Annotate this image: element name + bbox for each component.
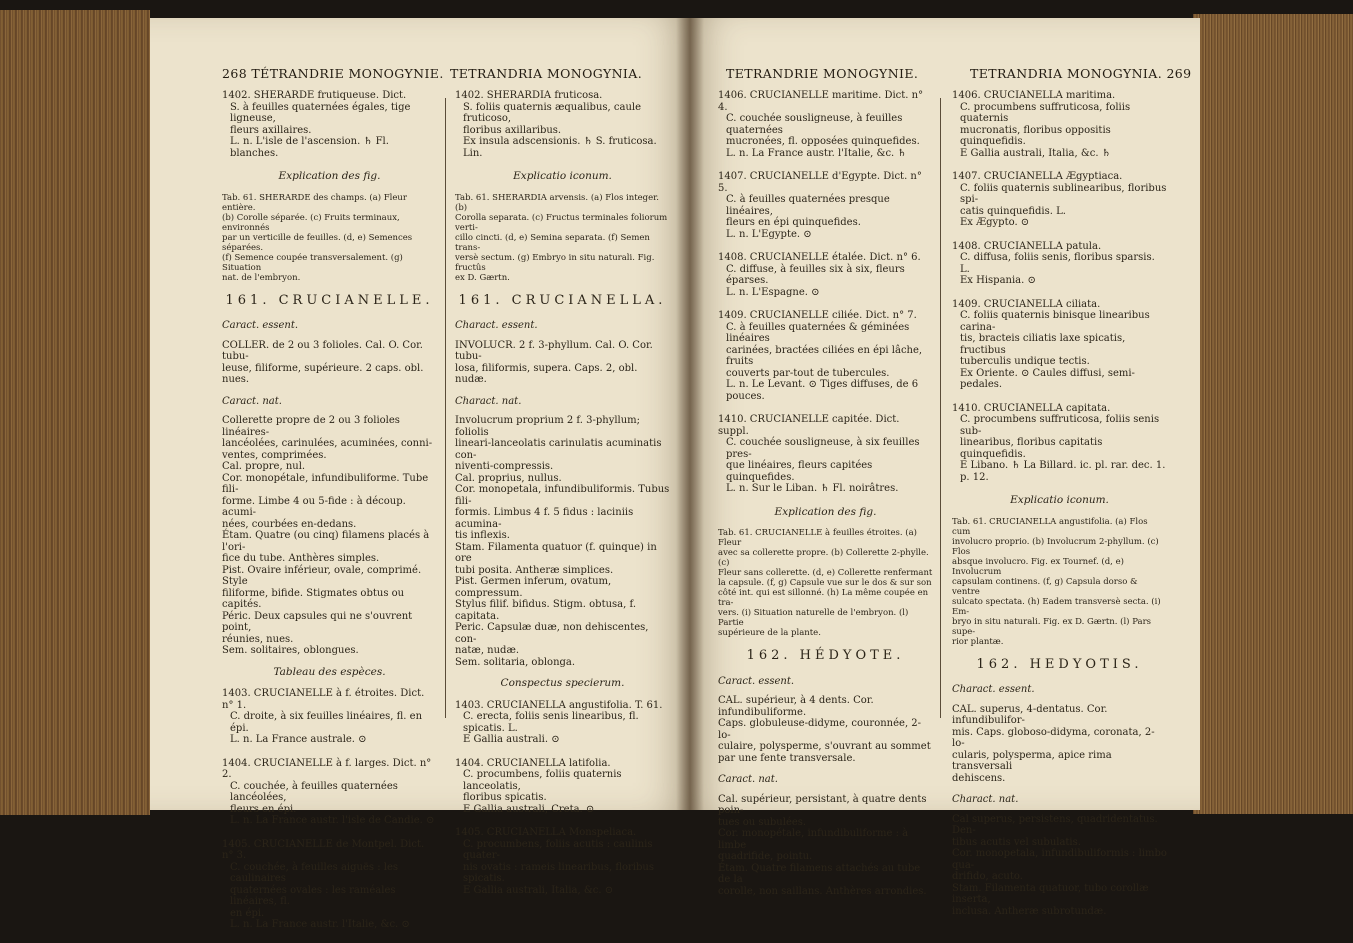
species-entry-1402 bbox=[455, 90, 670, 159]
natural-character-text-line: corolle, non saillans. Anthères arrondies. bbox=[718, 885, 927, 897]
species-entry-1408-line: C. diffuse, à feuilles six à six, fleurs éparses. bbox=[726, 263, 905, 286]
species-entry-1402 bbox=[222, 90, 437, 159]
species-entry-1404 bbox=[222, 758, 437, 827]
species-entry-1410-line: L. n. Sur le Liban. ♄ Fl. noirâtres. bbox=[726, 483, 899, 494]
essential-character-text-line: mis. Caps. globoso-didyma, coronata, 2-lo- bbox=[952, 726, 1155, 749]
species-entry-1403 bbox=[455, 700, 670, 746]
natural-character-label: Charact. nat. bbox=[952, 794, 1019, 805]
plate-caption bbox=[952, 517, 1167, 647]
explanation-title: Explicatio iconum. bbox=[1010, 494, 1109, 506]
plate-caption-line: Fleur sans collerette. (d, e) Collerette renfermant bbox=[718, 568, 933, 578]
essential-character-text-line: COLLER. de 2 ou 3 folioles. Cal. O. Cor. tubu- bbox=[222, 339, 423, 362]
species-entry-1403-line: 1403. CRUCIANELLA angustifolia. T. 61. bbox=[455, 699, 663, 711]
essential-character-text-line: cularis, polysperma, apice rima transversali bbox=[952, 749, 1112, 772]
species-entry-1402-line: fleurs axillaires. bbox=[230, 124, 312, 136]
genus-heading: 161. CRUCIANELLA. bbox=[458, 292, 667, 308]
essential-character-text bbox=[222, 340, 437, 386]
natural-character-label: Caract. nat. bbox=[718, 774, 778, 785]
species-entry-1409-line: couverts par-tout de tubercules. bbox=[726, 367, 890, 379]
essential-character-label: Charact. essent. bbox=[455, 320, 538, 331]
left-header-fr: 268 TÉTRANDRIE MONOGYNIE. bbox=[222, 66, 444, 81]
left-column-rule bbox=[445, 98, 446, 718]
book-edge-right bbox=[1193, 14, 1353, 814]
species-table-title: Tableau des espèces. bbox=[273, 665, 386, 678]
species-entry-1406-line: mucronées, fl. opposées quinquefides. bbox=[726, 136, 920, 147]
species-entry-1405-line: nis ovatis : rameis linearibus, floribus spicatis. bbox=[463, 861, 654, 884]
species-entry-1404-line: 1404. CRUCIANELLE à f. larges. Dict. n° 2. bbox=[222, 757, 432, 780]
plate-caption-line: Tab. 61. SHERARDE des champs. (a) Fleur entière. bbox=[222, 192, 407, 213]
species-entry-1404-line: fleurs en épi. bbox=[230, 803, 297, 815]
natural-character-text bbox=[952, 814, 1167, 918]
natural-character-text-line: lineari-lanceolatis carinulatis acuminatis con- bbox=[455, 438, 662, 461]
natural-character-text-line: Pist. Germen inferum, ovatum, compressum. bbox=[455, 576, 612, 599]
essential-character-text-line: dehiscens. bbox=[952, 772, 1006, 784]
species-entry-1409 bbox=[718, 310, 933, 402]
left-french-column bbox=[222, 90, 437, 943]
right-latin-column bbox=[952, 90, 1167, 927]
book-edge-left bbox=[0, 10, 150, 815]
natural-character-text-line: Péric. Deux capsules qui ne s'ouvrent point, bbox=[222, 610, 413, 633]
species-entry-1406 bbox=[952, 90, 1167, 159]
plate-caption-line: supérieure de la plante. bbox=[718, 628, 821, 638]
species-entry-1405-line: quaternées ovales : les raméales linéaires, fl. bbox=[230, 884, 396, 907]
species-entry-1407-line: 1407. CRUCIANELLA Ægyptiaca. bbox=[952, 171, 1123, 182]
natural-character-text-line: tis inflexis. bbox=[455, 530, 510, 541]
natural-character-label: Charact. nat. bbox=[455, 395, 522, 407]
plate-caption bbox=[222, 193, 437, 283]
species-entry-1407-line: L. n. L'Egypte. ⊙ bbox=[726, 228, 812, 240]
species-entry-1409-line: tis, bracteis ciliatis laxe spicatis, fructibus bbox=[960, 333, 1126, 356]
species-entry-1402-line: S. à feuilles quaternées égales, tige ligneuse, bbox=[230, 101, 411, 124]
genus-heading: 161. CRUCIANELLE. bbox=[225, 292, 434, 308]
species-entry-1410-line: linearibus, floribus capitatis quinquefidis. bbox=[960, 437, 1103, 460]
species-entry-1410-line: que linéaires, fleurs capitées quinquefides. bbox=[726, 460, 873, 483]
species-entry-1406 bbox=[718, 90, 933, 159]
natural-character-text-line: Stylus filif. bifidus. Stigm. obtusa, f. capitata. bbox=[455, 599, 637, 622]
natural-character-text-line: tibus acutis vel subulatis. bbox=[952, 836, 1081, 848]
species-entry-1404 bbox=[455, 758, 670, 816]
right-column-rule bbox=[940, 98, 941, 718]
species-entry-1409-line: 1409. CRUCIANELLE ciliée. Dict. n° 7. bbox=[718, 310, 917, 321]
natural-character-text-line: Cor. monopétale, infundibuliforme : à limbe bbox=[718, 828, 909, 851]
plate-caption-line: bryo in situ naturali. Fig. ex D. Gærtn. (l) Pars supe- bbox=[952, 616, 1152, 637]
species-entry-1403-line: L. n. La France australe. ⊙ bbox=[230, 734, 367, 745]
natural-character-text bbox=[718, 794, 933, 898]
plate-caption-line: Tab. 61. CRUCIANELLA angustifolia. (a) Flos cum bbox=[952, 516, 1148, 537]
essential-character-label: Charact. essent. bbox=[952, 684, 1035, 695]
species-entry-1405-line: E Gallia australi, Italia, &c. ⊙ bbox=[463, 884, 614, 896]
plate-caption-line: avec sa collerette propre. (b) Collerette 2-phylle. (c) bbox=[718, 548, 929, 568]
natural-character-text-line: nées, courbées en-dedans. bbox=[222, 518, 357, 530]
species-entry-1404-line: floribus spicatis. bbox=[463, 792, 547, 803]
plate-caption-line: vers. (i) Situation naturelle de l'embryon. (l) Partie bbox=[718, 608, 909, 628]
species-entry-1405-line: L. n. La France austr. l'Italie, &c. ⊙ bbox=[230, 919, 410, 930]
natural-character-text-line: Cor. monopetala, infundibuliformis. Tubus fili- bbox=[455, 484, 670, 507]
species-entry-1408-line: C. diffusa, foliis senis, floribus sparsis. L. bbox=[960, 252, 1155, 275]
left-latin-column bbox=[455, 90, 670, 908]
natural-character-text-line: niventi-compressis. bbox=[455, 461, 554, 472]
natural-character-text-line: inclusa. Antheræ subrotundæ. bbox=[952, 905, 1107, 917]
species-table-title: Conspectus specierum. bbox=[500, 677, 625, 689]
species-entry-1407-line: Ex Ægypto. ⊙ bbox=[960, 217, 1030, 228]
natural-character-label: Caract. nat. bbox=[222, 395, 282, 407]
essential-character-text-line: CAL. supérieur, à 4 dents. Cor. infundibuliforme. bbox=[718, 695, 874, 718]
species-entry-1408 bbox=[718, 252, 933, 298]
species-entry-1406-line: E Gallia australi, Italia, &c. ♄ bbox=[960, 147, 1111, 159]
natural-character-text-line: Pist. Ovaire inférieur, ovale, comprimé. Style bbox=[222, 564, 422, 587]
species-entry-1408-line: Ex Hispania. ⊙ bbox=[960, 275, 1036, 286]
species-entry-1406-line: C. procumbens suffruticosa, foliis quaternis bbox=[960, 101, 1131, 124]
plate-caption-line: capsulam continens. (f, g) Capsula dorso & ventre bbox=[952, 576, 1138, 597]
plate-caption-line: Tab. 61. SHERARDIA arvensis. (a) Flos integer. (b) bbox=[455, 192, 659, 213]
species-entry-1404-line: C. couchée, à feuilles quaternées lancéolées, bbox=[230, 780, 398, 803]
natural-character-text-line: Cal. propre, nul. bbox=[222, 461, 306, 472]
species-entry-1407-line: C. foliis quaternis sublinearibus, floribus spi- bbox=[960, 182, 1167, 205]
essential-character-text-line: INVOLUCR. 2 f. 3-phyllum. Cal. O. Cor. tubu- bbox=[455, 339, 653, 362]
species-entry-1404-line: C. procumbens, foliis quaternis lanceolatis, bbox=[463, 769, 622, 792]
plate-caption-line: (b) Corolle séparée. (c) Fruits terminaux, environnés bbox=[222, 212, 400, 233]
right-french-column bbox=[718, 90, 933, 907]
species-entry-1402-line: S. foliis quaternis æqualibus, caule fruticoso, bbox=[463, 101, 641, 124]
species-entry-1410-line: C. procumbens suffruticosa, foliis senis sub- bbox=[960, 414, 1160, 437]
essential-character-text bbox=[455, 340, 670, 386]
species-entry-1403-line: 1403. CRUCIANELLE à f. étroites. Dict. n° 1. bbox=[222, 688, 425, 711]
natural-character-text-line: Cal. supérieur, persistant, à quatre dents poin- bbox=[718, 793, 927, 816]
natural-character-text-line: Stam. Filamenta quatuor (f. quinque) in ore bbox=[455, 541, 657, 564]
natural-character-text-line: Peric. Capsulæ duæ, non dehiscentes, con- bbox=[455, 622, 649, 645]
species-entry-1405 bbox=[222, 839, 437, 931]
plate-caption-line: (f) Semence coupée transversalement. (g) Situation bbox=[222, 252, 403, 273]
species-entry-1409-line: tuberculis undique tectis. bbox=[960, 356, 1090, 367]
species-entry-1403 bbox=[222, 688, 437, 746]
plate-caption bbox=[455, 193, 670, 283]
explanation-title: Explicatio iconum. bbox=[513, 170, 612, 182]
species-entry-1405-line: en épi. bbox=[230, 907, 265, 919]
plate-caption-line: involucro proprio. (b) Involucrum 2-phyllum. (c) Flos bbox=[952, 536, 1159, 557]
natural-character-text-line: Cor. monopetala, infundibuliformis : limbo qua- bbox=[952, 848, 1167, 871]
essential-character-text-line: losa, filiformis, supera. Caps. 2, obl. nudæ. bbox=[455, 362, 638, 385]
plate-caption-line: par un verticille de feuilles. (d, e) Semences séparées. bbox=[222, 232, 413, 253]
species-entry-1403-line: C. erecta, foliis senis linearibus, fl. spicatis. L. bbox=[463, 711, 639, 734]
natural-character-text-line: tubi posita. Antheræ simplices. bbox=[455, 564, 614, 576]
species-entry-1406-line: 1406. CRUCIANELLE maritime. Dict. n° 4. bbox=[718, 90, 924, 113]
natural-character-text-line: natæ, nudæ. bbox=[455, 645, 520, 656]
species-entry-1402-line: 1402. SHERARDIA fruticosa. bbox=[455, 90, 603, 101]
genus-heading: 162. HÉDYOTE. bbox=[746, 648, 905, 663]
species-entry-1403-line: C. droite, à six feuilles linéaires, fl. en épi. bbox=[230, 711, 423, 734]
species-entry-1409-line: L. n. Le Levant. ⊙ Tiges diffuses, de 6 pouces. bbox=[726, 379, 919, 402]
essential-character-text bbox=[718, 695, 933, 764]
right-page bbox=[690, 18, 1200, 917]
species-entry-1407-line: C. à feuilles quaternées presque linéaires, bbox=[726, 194, 890, 217]
plate-caption-line: côté int. qui est sillonné. (h) La même coupée en tra- bbox=[718, 588, 929, 608]
species-entry-1410-line: E Libano. ♄ La Billard. ic. pl. rar. dec. 1. p. 12. bbox=[960, 460, 1166, 483]
natural-character-text-line: réunies, nues. bbox=[222, 633, 294, 645]
natural-character-text-line: Collerette propre de 2 ou 3 folioles linéaires- bbox=[222, 415, 400, 438]
species-entry-1405-line: 1405. CRUCIANELLA Monspeliaca. bbox=[455, 827, 637, 838]
natural-character-text-line: quadrifide, pointu. bbox=[718, 851, 813, 862]
essential-character-text-line: culaire, polysperme, s'ouvrant au sommet bbox=[718, 741, 931, 752]
species-entry-1405 bbox=[455, 827, 670, 896]
essential-character-label: Caract. essent. bbox=[222, 320, 299, 331]
species-entry-1409-line: carinées, bractées ciliées en épi lâche, fruits bbox=[726, 344, 923, 367]
plate-caption bbox=[718, 528, 933, 638]
plate-caption-line: Tab. 61. CRUCIANELLE à feuilles étroites. (a) Fleur bbox=[718, 528, 917, 548]
species-entry-1407-line: catis quinquefidis. L. bbox=[960, 205, 1066, 217]
species-entry-1405-line: C. procumbens, foliis acutis : caulinis quater- bbox=[463, 838, 653, 861]
species-entry-1410-line: 1410. CRUCIANELLA capitata. bbox=[952, 402, 1111, 414]
explanation-title: Explication des fig. bbox=[278, 170, 381, 182]
natural-character-text-line: Étam. Quatre filamens attachés au tube de la bbox=[718, 862, 921, 885]
natural-character-text-line: forme. Limbe 4 ou 5-fide : à découp. acumi- bbox=[222, 495, 406, 518]
species-entry-1407-line: fleurs en épi quinquefides. bbox=[726, 217, 861, 228]
natural-character-text-line: ventes, comprimées. bbox=[222, 449, 327, 461]
species-entry-1410 bbox=[718, 414, 933, 495]
natural-character-text bbox=[222, 415, 437, 657]
species-entry-1407 bbox=[952, 171, 1167, 229]
essential-character-text-line: CAL. superus, 4-dentatus. Cor. infundibulifor- bbox=[952, 703, 1108, 726]
natural-character-text-line: Sem. solitaires, oblongues. bbox=[222, 645, 359, 656]
natural-character-text-line: filiforme, bifide. Stigmates obtus ou capités. bbox=[222, 587, 405, 610]
species-entry-1404-line: E Gallia australi, Creta. ⊙ bbox=[463, 803, 595, 815]
natural-character-text-line: Étam. Quatre (ou cinq) filamens placés à l'ori- bbox=[222, 530, 430, 553]
species-entry-1408-line: L. n. L'Espagne. ⊙ bbox=[726, 286, 820, 298]
species-entry-1407 bbox=[718, 171, 933, 240]
species-entry-1408 bbox=[952, 241, 1167, 287]
left-header-la: TETRANDRIA MONOGYNIA. bbox=[450, 66, 643, 81]
plate-caption-line: absque involucro. Fig. ex Tournef. (d, e) Involucrum bbox=[952, 556, 1124, 577]
natural-character-text-line: Cor. monopétale, infundibuliforme. Tube fili- bbox=[222, 472, 429, 495]
species-entry-1409 bbox=[952, 299, 1167, 391]
species-entry-1402-line: floribus axillaribus. bbox=[463, 124, 562, 136]
natural-character-text-line: lancéolées, carinulées, acuminées, conni- bbox=[222, 438, 433, 449]
species-entry-1403-line: E Gallia australi. ⊙ bbox=[463, 734, 560, 745]
essential-character-text-line: par une fente transversale. bbox=[718, 752, 856, 764]
natural-character-text-line: tues ou subulées. bbox=[718, 816, 807, 828]
natural-character-text-line: Involucrum proprium 2 f. 3-phyllum; foliolis bbox=[455, 415, 641, 438]
plate-caption-line: nat. de l'embryon. bbox=[222, 272, 301, 283]
species-entry-1409-line: C. à feuilles quaternées & géminées linéaires bbox=[726, 321, 910, 344]
plate-caption-line: versè sectum. (g) Embryo in situ naturali. Fig. fructûs bbox=[455, 252, 655, 273]
natural-character-text-line: Cal. proprius, nullus. bbox=[455, 472, 562, 484]
species-entry-1406-line: 1406. CRUCIANELLA maritima. bbox=[952, 90, 1116, 101]
natural-character-text-line: Cal superus, persistens, quadridentatus. Den- bbox=[952, 813, 1158, 836]
species-entry-1409-line: Ex Oriente. ⊙ Caules diffusi, semi-pedales. bbox=[960, 367, 1135, 390]
species-entry-1405-line: 1405. CRUCIANELLE de Montpel. Dict. n° 3. bbox=[222, 838, 425, 861]
species-entry-1402-line: L. n. L'isle de l'ascension. ♄ Fl. blanches. bbox=[230, 136, 389, 159]
book-gutter bbox=[676, 18, 704, 810]
genus-heading: 162. HEDYOTIS. bbox=[976, 656, 1143, 672]
natural-character-text-line: Stam. Filamenta quatuor, tubo corollæ inserta, bbox=[952, 882, 1149, 905]
species-entry-1408-line: 1408. CRUCIANELLA patula. bbox=[952, 240, 1102, 252]
species-entry-1410 bbox=[952, 403, 1167, 484]
species-entry-1406-line: C. couchée sousligneuse, à feuilles quaternées bbox=[726, 113, 903, 136]
species-entry-1402-line: 1402. SHERARDE frutiqueuse. Dict. bbox=[222, 90, 407, 101]
plate-caption-line: rior plantæ. bbox=[952, 636, 1004, 647]
explanation-title: Explication des fig. bbox=[774, 505, 877, 518]
species-entry-1406-line: L. n. La France austr. l'Italie, &c. ♄ bbox=[726, 147, 907, 159]
natural-character-text-line: fice du tube. Anthères simples. bbox=[222, 553, 380, 564]
plate-caption-line: ex D. Gærtn. bbox=[455, 272, 510, 283]
natural-character-text-line: Sem. solitaria, oblonga. bbox=[455, 656, 576, 668]
species-entry-1406-line: mucronatis, floribus oppositis quinquefidis. bbox=[960, 124, 1111, 147]
right-header-fr: TETRANDRIE MONOGYNIE. bbox=[726, 66, 919, 81]
natural-character-text bbox=[455, 415, 670, 668]
plate-caption-line: sulcato spectata. (h) Eadem transversè secta. (i) Em- bbox=[952, 596, 1161, 617]
essential-character-text-line: Caps. globuleuse-didyme, couronnée, 2-lo- bbox=[718, 718, 922, 741]
left-page bbox=[150, 18, 690, 930]
plate-caption-line: cillo cincti. (d, e) Semina separata. (f) Semen trans- bbox=[455, 232, 650, 253]
species-entry-1407-line: 1407. CRUCIANELLE d'Egypte. Dict. n° 5. bbox=[718, 171, 922, 194]
species-entry-1404-line: L. n. La France austr. l'isle de Candie. ⊙ bbox=[230, 815, 435, 826]
plate-caption-line: la capsule. (f, g) Capsule vue sur le dos & sur son bbox=[718, 578, 932, 588]
species-entry-1409-line: 1409. CRUCIANELLA ciliata. bbox=[952, 298, 1101, 310]
right-header-la: TETRANDRIA MONOGYNIA. 269 bbox=[970, 66, 1192, 81]
species-entry-1405-line: C. couchée, à feuilles aiguës : les caulinaires bbox=[230, 861, 398, 884]
species-entry-1404-line: 1404. CRUCIANELLA latifolia. bbox=[455, 757, 611, 769]
species-entry-1408-line: 1408. CRUCIANELLE étalée. Dict. n° 6. bbox=[718, 252, 921, 263]
species-entry-1410-line: 1410. CRUCIANELLE capitée. Dict. suppl. bbox=[718, 414, 900, 437]
species-entry-1402-line: Ex insula adscensionis. ♄ S. fruticosa. Lin. bbox=[463, 136, 657, 159]
natural-character-text-line: drifido, acuto. bbox=[952, 871, 1023, 882]
species-entry-1409-line: C. foliis quaternis binisque linearibus carina- bbox=[960, 310, 1150, 333]
essential-character-label: Caract. essent. bbox=[718, 675, 795, 687]
essential-character-text bbox=[952, 704, 1167, 785]
plate-caption-line: Corolla separata. (c) Fructus terminales foliorum verti- bbox=[455, 212, 668, 233]
natural-character-text-line: formis. Limbus 4 f. 5 fidus : laciniis acumina- bbox=[455, 507, 634, 530]
essential-character-text-line: leuse, filiforme, supérieure. 2 caps. obl. nues. bbox=[222, 362, 424, 385]
species-entry-1410-line: C. couchée sousligneuse, à six feuilles pres- bbox=[726, 437, 920, 460]
